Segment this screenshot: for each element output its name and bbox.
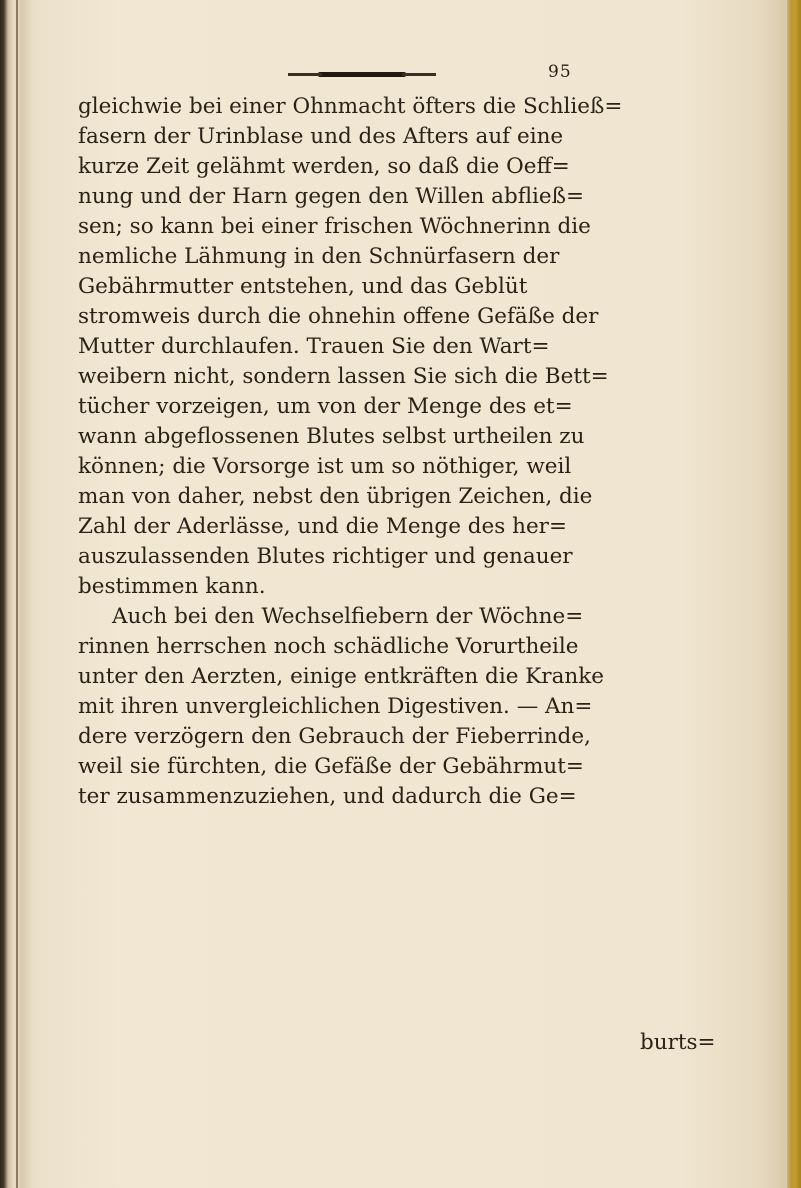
text-line: bestimmen kann. (78, 574, 266, 599)
text-line: gleichwie bei einer Ohnmacht öfters die Schließ= (78, 94, 623, 119)
text-line: Zahl der Aderlässe, und die Menge des her= (78, 514, 567, 539)
text-line: stromweis durch die ohnehin offene Gefäße der (78, 304, 599, 329)
book-binding (0, 0, 34, 1188)
text-line: mit ihren unvergleichlichen Digestiven. — An= (78, 694, 593, 719)
text-line: weil sie fürchten, die Gefäße der Gebährmut= (78, 754, 584, 779)
text-line: wann abgeflossenen Blutes selbst urtheilen zu (78, 424, 585, 449)
text-line: weibern nicht, sondern lassen Sie sich die Bett= (78, 364, 609, 389)
text-line: tücher vorzeigen, um von der Menge des et= (78, 394, 573, 419)
text-line: auszulassenden Blutes richtiger und genauer (78, 544, 573, 569)
catchword: burts= (640, 1030, 716, 1055)
text-line: unter den Aerzten, einige entkräften die Kranke (78, 664, 605, 689)
page-edge (787, 0, 801, 1188)
text-line: rinnen herrschen noch schädliche Vorurtheile (78, 634, 579, 659)
header-rule (318, 72, 406, 77)
page-number: 95 (548, 62, 572, 82)
body-text (78, 92, 778, 812)
text-line: kurze Zeit gelähmt werden, so daß die Oeff= (78, 154, 570, 179)
text-line: ter zusammenzuziehen, und dadurch die Ge= (78, 784, 577, 809)
text-line: man von daher, nebst den übrigen Zeichen, die (78, 484, 593, 509)
text-line: fasern der Urinblase und des Afters auf eine (78, 124, 564, 149)
text-line: können; die Vorsorge ist um so nöthiger, weil (78, 454, 572, 479)
text-line: nemliche Lähmung in den Schnürfasern der (78, 244, 560, 269)
text-line: dere verzögern den Gebrauch der Fieberrinde, (78, 724, 591, 749)
text-line: Gebährmutter entstehen, und das Geblüt (78, 274, 528, 299)
text-line: sen; so kann bei einer frischen Wöchnerinn die (78, 214, 591, 239)
text-line: Mutter durchlaufen. Trauen Sie den Wart= (78, 334, 550, 359)
paragraph-start-line: Auch bei den Wechselfiebern der Wöchne= (112, 604, 584, 629)
text-line: nung und der Harn gegen den Willen abfließ= (78, 184, 585, 209)
